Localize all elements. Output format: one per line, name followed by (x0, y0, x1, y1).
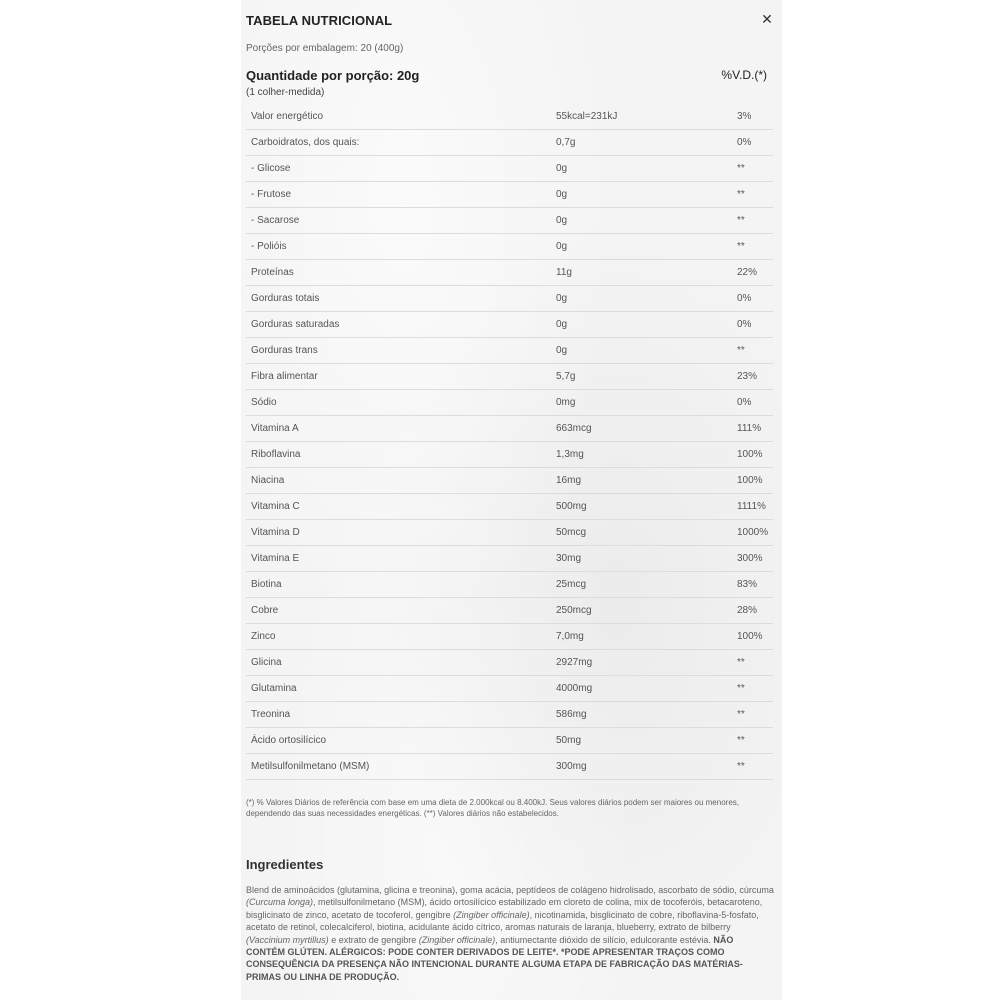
nutrient-name: - Sacarose (246, 208, 551, 234)
serving-header (246, 68, 767, 84)
nutrient-daily-value: ** (732, 156, 773, 182)
nutrient-amount: 25mcg (551, 572, 732, 598)
nutrient-name: Valor energético (246, 104, 551, 130)
ingredients-scientific-name: (Zingiber officinale) (418, 934, 496, 945)
nutrient-amount: 0g (551, 182, 732, 208)
nutrient-daily-value: 100% (732, 442, 773, 468)
nutrient-daily-value: 100% (732, 624, 773, 650)
nutrient-amount: 300mg (551, 754, 732, 780)
nutrient-daily-value: 0% (732, 390, 773, 416)
nutrient-name: Sódio (246, 390, 551, 416)
nutrient-daily-value: 100% (732, 468, 773, 494)
nutrient-name: Zinco (246, 624, 551, 650)
table-row (246, 182, 773, 208)
ingredients-part: , metilsulfonilmetano (MSM), ácido ortosilícico estabilizado em cloreto de colina, mix de tocoferóis, betacaroteno, bisglicinato de zinco, acetato de tocoferol, gengibre (246, 897, 763, 920)
table-row (246, 390, 773, 416)
ingredients-part: , antiumectante dióxido de silício, edulcorante estévia. (495, 934, 714, 945)
nutrient-amount: 16mg (551, 468, 732, 494)
nutrient-amount: 250mcg (551, 598, 732, 624)
nutrient-name: Treonina (246, 702, 551, 728)
nutrient-name: - Frutose (246, 182, 551, 208)
nutrient-name: Gorduras saturadas (246, 312, 551, 338)
servings-per-package: Porções por embalagem: 20 (400g) (246, 43, 404, 54)
nutrient-daily-value: 23% (732, 364, 773, 390)
nutrient-amount: 663mcg (551, 416, 732, 442)
nutrition-panel (241, 0, 782, 1000)
nutrient-amount: 55kcal=231kJ (551, 104, 732, 130)
nutrient-name: Niacina (246, 468, 551, 494)
table-row (246, 442, 773, 468)
nutrient-amount: 500mg (551, 494, 732, 520)
nutrient-name: Glicina (246, 650, 551, 676)
ingredients-part: e extrato de gengibre (328, 934, 419, 945)
nutrient-daily-value: 1111% (732, 494, 773, 520)
nutrient-daily-value: ** (732, 702, 773, 728)
nutrient-daily-value: ** (732, 728, 773, 754)
table-row (246, 416, 773, 442)
ingredients-scientific-name: (Vaccinium myrtillus) (246, 934, 329, 945)
ingredients-part: Blend de aminoácidos (glutamina, glicina e treonina), goma acácia, peptídeos de colágeno hidrolisado, ascorbato de sódio, cúrcuma (246, 885, 774, 895)
nutrient-name: Gorduras trans (246, 338, 551, 364)
table-row (246, 286, 773, 312)
nutrient-daily-value: 111% (732, 416, 773, 442)
nutrient-amount: 4000mg (551, 676, 732, 702)
table-row (246, 364, 773, 390)
nutrient-amount: 0g (551, 312, 732, 338)
nutrient-amount: 0g (551, 338, 732, 364)
nutrient-name: Biotina (246, 572, 551, 598)
nutrient-amount: 0g (551, 286, 732, 312)
nutrient-daily-value: ** (732, 676, 773, 702)
table-row (246, 754, 773, 780)
nutrient-name: Vitamina A (246, 416, 551, 442)
nutrient-daily-value: 28% (732, 598, 773, 624)
nutrient-daily-value: 0% (732, 312, 773, 338)
serving-size-label: Quantidade por porção: 20g (246, 68, 420, 83)
nutrient-name: Cobre (246, 598, 551, 624)
nutrient-amount: 5,7g (551, 364, 732, 390)
table-row (246, 234, 773, 260)
nutrient-amount: 0g (551, 156, 732, 182)
table-row (246, 338, 773, 364)
nutrient-amount: 0g (551, 208, 732, 234)
nutrient-daily-value: ** (732, 650, 773, 676)
nutrient-amount: 11g (551, 260, 732, 286)
allergen-warning: NÃO CONTÉM GLÚTEN. ALÉRGICOS: PODE CONTER DERIVADOS DE LEITE*. *PODE APRESENTAR TRAÇOS COMO CONSEQUÊNCIA DA PRESENÇA NÃO INTENCIONAL DURANTE ALGUMA ETAPA DE FABRICAÇÃO DAS MATÉRIAS-PRIMAS OU LINHA DE PRODUÇÃO. (246, 934, 743, 982)
table-row (246, 260, 773, 286)
nutrient-name: Vitamina D (246, 520, 551, 546)
nutrient-amount: 50mg (551, 728, 732, 754)
table-row (246, 468, 773, 494)
table-row (246, 702, 773, 728)
table-row (246, 650, 773, 676)
table-row (246, 208, 773, 234)
nutrient-daily-value: 0% (732, 130, 773, 156)
ingredients-text (246, 884, 774, 983)
nutrient-name: Vitamina E (246, 546, 551, 572)
daily-value-footnote: (*) % Valores Diários de referência com base em uma dieta de 2.000kcal ou 8.400kJ. Seus valores diários podem ser maiores ou menores, dependendo das suas necessidades energéticas. (**) Valores diários não estabelecidos. (246, 798, 739, 818)
table-row (246, 676, 773, 702)
nutrient-daily-value: ** (732, 182, 773, 208)
ingredients-part: , nicotinamida, bisglicinato de cobre, riboflavina-5-fosfato, acetato de retinol, colecalciferol, biotina, acidulante ácido cítrico, aromas naturais de laranja, blueberry, extrato de bilberry (246, 909, 759, 933)
nutrient-amount: 1,3mg (551, 442, 732, 468)
nutrient-amount: 586mg (551, 702, 732, 728)
nutrient-amount: 0,7g (551, 130, 732, 156)
nutrient-name: Fibra alimentar (246, 364, 551, 390)
nutrient-daily-value: 83% (732, 572, 773, 598)
table-row (246, 494, 773, 520)
nutrient-name: - Glicose (246, 156, 551, 182)
daily-value-header: %V.D.(*) (721, 68, 767, 82)
nutrition-table (246, 104, 773, 780)
ingredients-scientific-name: (Zingiber officinale) (453, 909, 530, 920)
nutrient-daily-value: ** (732, 754, 773, 780)
nutrient-name: Glutamina (246, 676, 551, 702)
nutrient-name: Proteínas (246, 260, 551, 286)
nutrient-amount: 50mcg (551, 520, 732, 546)
nutrient-daily-value: ** (732, 234, 773, 260)
table-row (246, 156, 773, 182)
nutrient-amount: 2927mg (551, 650, 732, 676)
nutrient-amount: 7,0mg (551, 624, 732, 650)
nutrient-amount: 0mg (551, 390, 732, 416)
table-row (246, 312, 773, 338)
table-row (246, 728, 773, 754)
nutrient-amount: 0g (551, 234, 732, 260)
nutrient-amount: 30mg (551, 546, 732, 572)
close-icon[interactable]: ✕ (761, 11, 773, 27)
table-row (246, 130, 773, 156)
serving-measure: (1 colher-medida) (246, 87, 325, 98)
nutrient-name: Metilsulfonilmetano (MSM) (246, 754, 551, 780)
table-row (246, 624, 773, 650)
nutrient-name: - Polióis (246, 234, 551, 260)
nutrient-daily-value: 0% (732, 286, 773, 312)
nutrient-daily-value: ** (732, 338, 773, 364)
panel-title: TABELA NUTRICIONAL (246, 13, 393, 28)
table-row (246, 598, 773, 624)
nutrient-daily-value: 300% (732, 546, 773, 572)
nutrient-daily-value: 1000% (732, 520, 773, 546)
nutrient-name: Ácido ortosilícico (246, 728, 551, 754)
table-row (246, 546, 773, 572)
ingredients-title: Ingredientes (246, 857, 324, 872)
table-row (246, 520, 773, 546)
nutrient-name: Vitamina C (246, 494, 551, 520)
ingredients-scientific-name: (Curcuma longa) (246, 897, 314, 908)
table-row (246, 104, 773, 130)
nutrient-name: Gorduras totais (246, 286, 551, 312)
nutrient-daily-value: ** (732, 208, 773, 234)
nutrient-daily-value: 22% (732, 260, 773, 286)
nutrient-daily-value: 3% (732, 104, 773, 130)
nutrient-name: Carboidratos, dos quais: (246, 130, 551, 156)
nutrient-name: Riboflavina (246, 442, 551, 468)
table-row (246, 572, 773, 598)
